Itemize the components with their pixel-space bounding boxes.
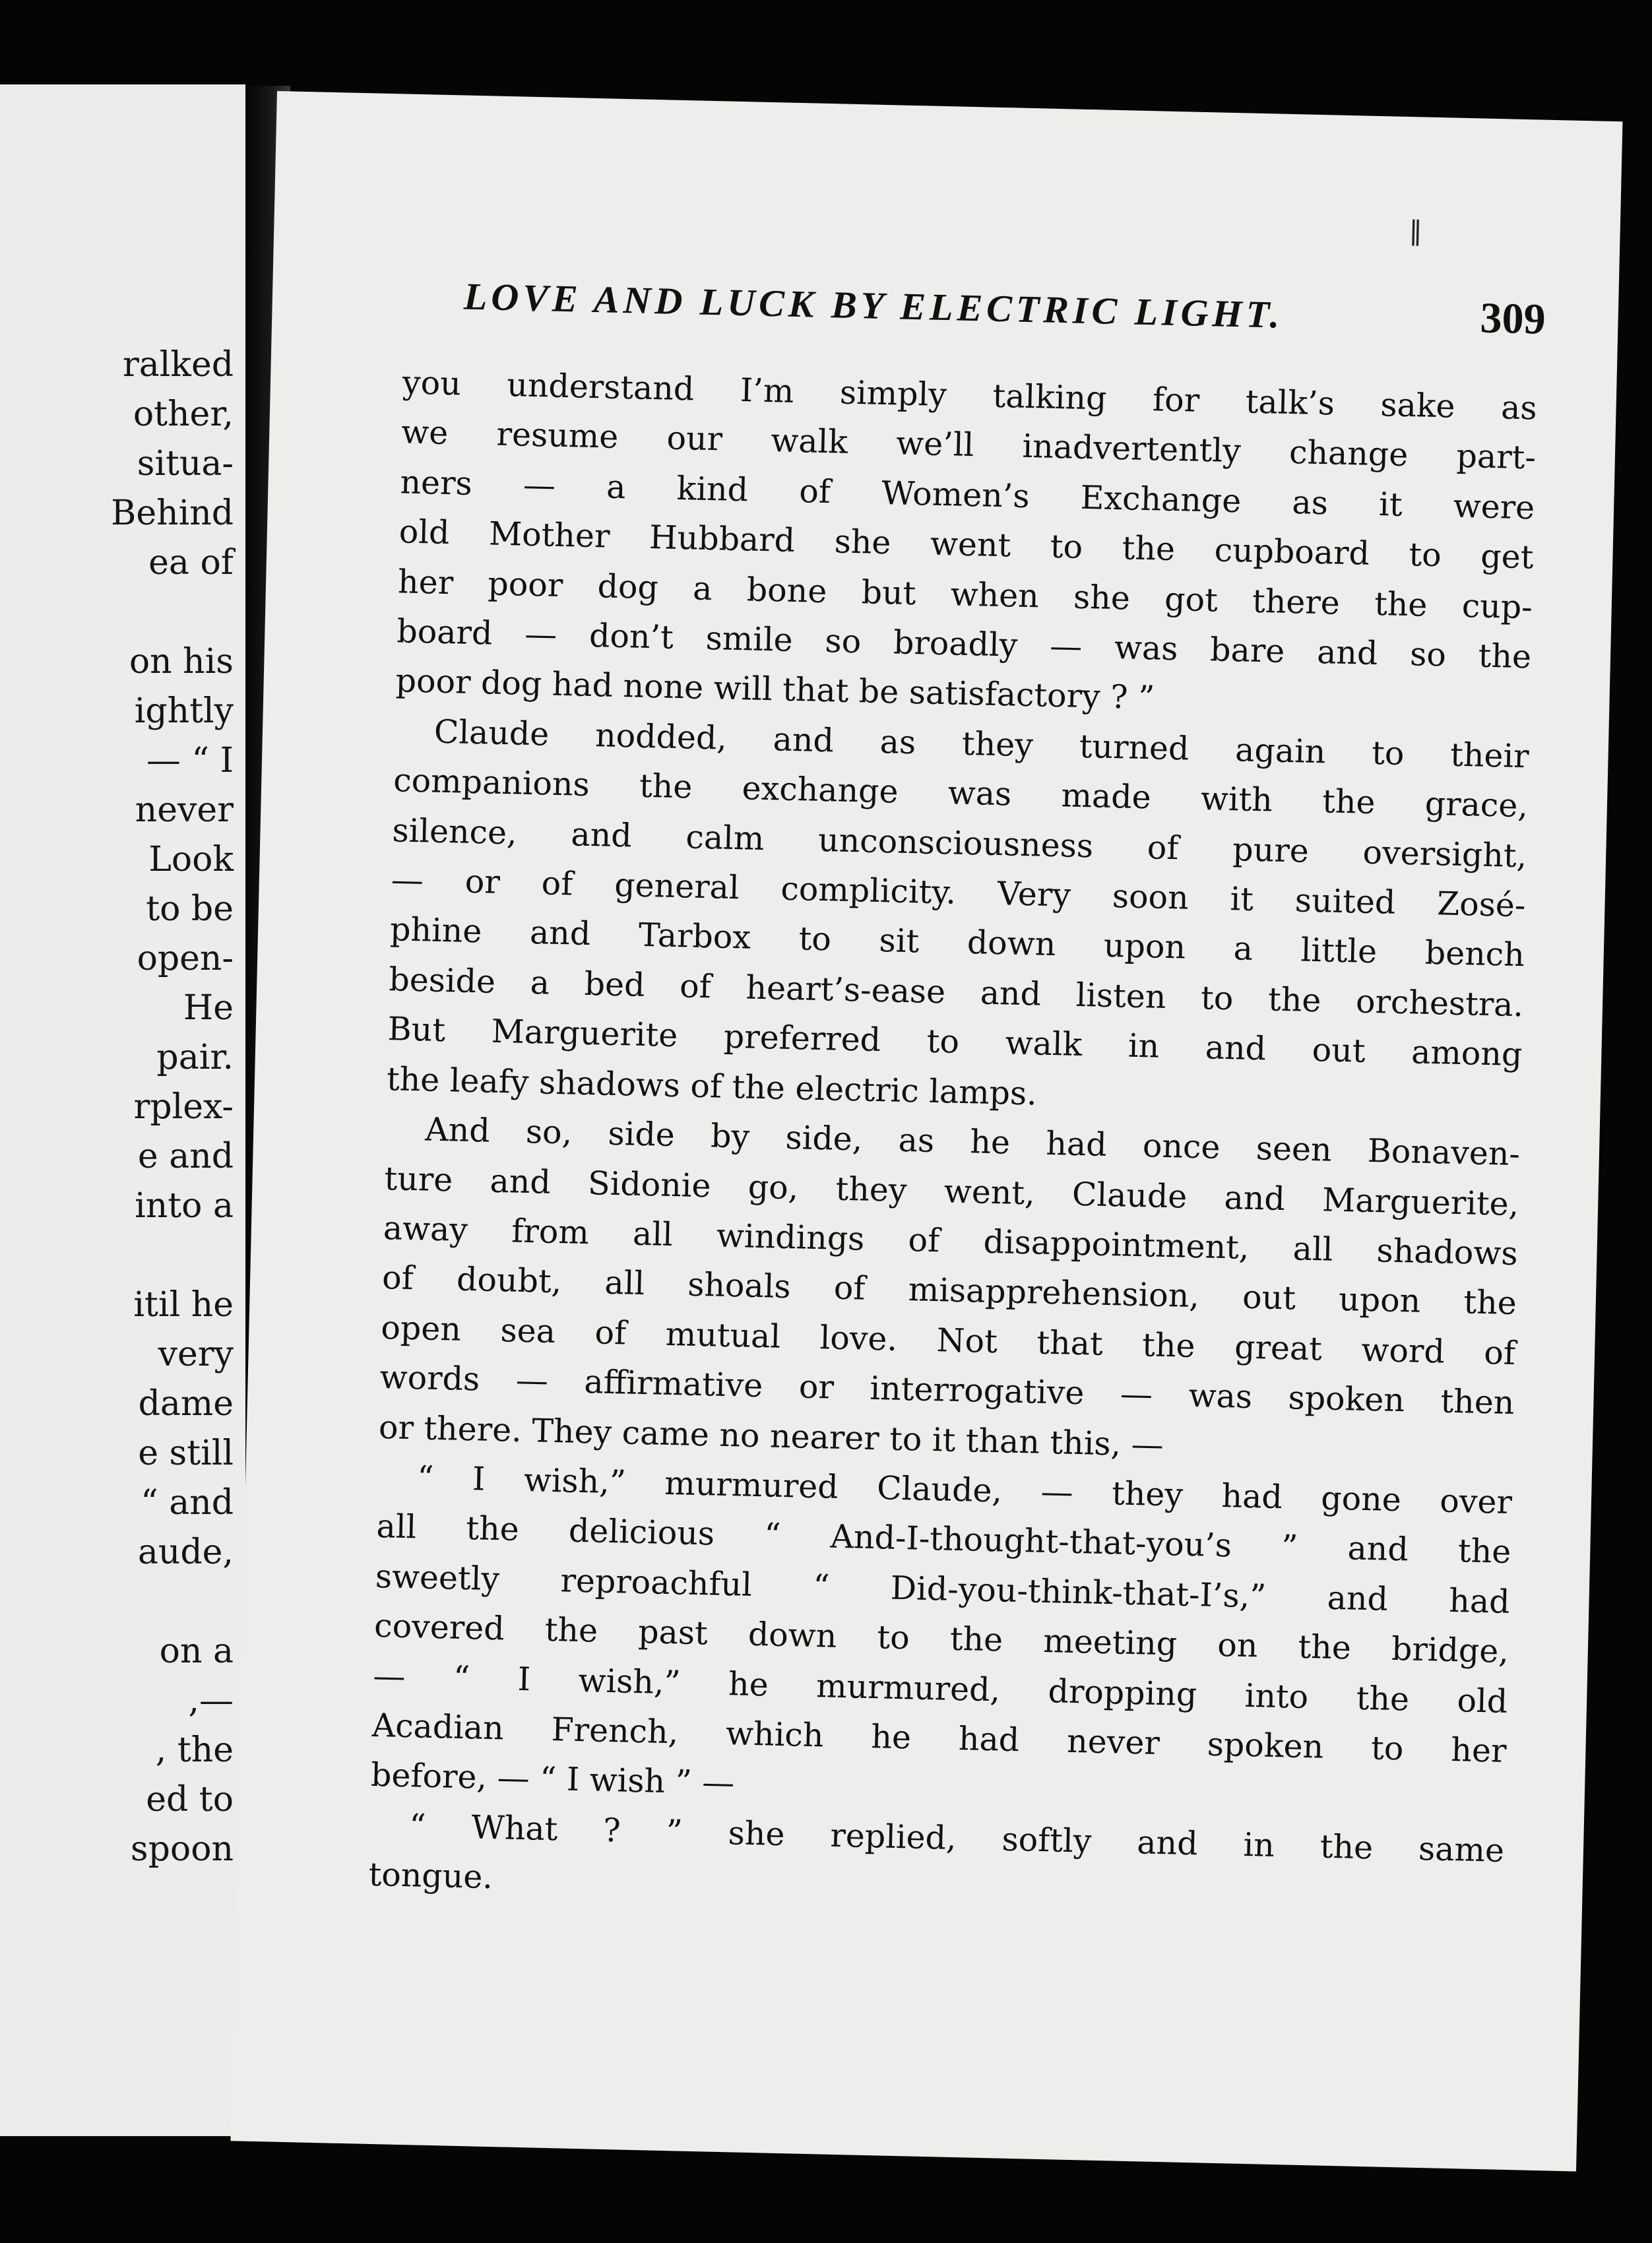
- left-line: itil he: [133, 1285, 234, 1325]
- text-line: of doubt, all shoals of misapprehension, out upon the: [381, 1259, 1517, 1323]
- left-line: other,: [133, 395, 234, 434]
- text-line: phine and Tarbox to sit down upon a little bench: [389, 910, 1525, 974]
- text-line: or there. They came no nearer to it than this, —: [378, 1408, 1164, 1464]
- left-line: ightly: [134, 691, 234, 731]
- left-line: Look: [148, 840, 234, 879]
- text-line: you understand I’m simply talking for talk’s sake as: [402, 363, 1538, 427]
- text-line: And so, side by side, as he had once seen Bonaven-: [424, 1110, 1521, 1174]
- text-line: open sea of mutual love. Not that the great word of: [380, 1308, 1516, 1372]
- text-line: sweetly reproachful “ Did-you-think-that-I’s,” and had: [375, 1557, 1511, 1621]
- text-line: poor dog had none will that be satisfactory ? ”: [395, 662, 1155, 717]
- text-line: companions the exchange was made with the grace,: [393, 761, 1529, 825]
- text-line: old Mother Hubbard she went to the cupboard to get: [398, 513, 1535, 577]
- body-text: [368, 358, 1538, 1925]
- text-line: all the delicious “ And-I-thought-that-you’s ” and the: [376, 1507, 1511, 1571]
- text-line: words — affirmative or interrogative — was spoken then: [379, 1358, 1515, 1422]
- text-line: “ I wish,” murmured Claude, — they had gone over: [416, 1459, 1513, 1521]
- left-line: on his: [129, 642, 234, 681]
- left-line: open-: [137, 939, 234, 978]
- left-line: ed to: [146, 1780, 234, 1819]
- left-page: [0, 84, 245, 2136]
- text-line: ture and Sidonie go, they went, Claude and Marguerite,: [384, 1159, 1519, 1223]
- left-line: e still: [138, 1434, 234, 1473]
- left-line: — “ I: [146, 741, 234, 780]
- text-line: silence, and calm unconsciousness of pure oversight,: [391, 811, 1527, 875]
- text-line: away from all windings of disappointment, all shadows: [383, 1209, 1519, 1273]
- right-page: [230, 91, 1622, 2171]
- left-line: situa-: [137, 444, 234, 484]
- left-line: very: [158, 1335, 234, 1374]
- left-line: ralked: [122, 345, 234, 385]
- left-line: ,—: [188, 1681, 234, 1721]
- text-line: the leafy shadows of the electric lamps.: [386, 1059, 1038, 1113]
- left-line: dame: [138, 1384, 234, 1424]
- text-line: beside a bed of heart’s-ease and listen to the orchestra.: [388, 961, 1524, 1025]
- left-line: on a: [159, 1631, 234, 1671]
- left-line: to be: [146, 889, 234, 929]
- text-line: Claude nodded, and as they turned again to their: [433, 712, 1530, 776]
- left-line: never: [135, 790, 234, 830]
- left-line: spoon: [130, 1829, 234, 1869]
- page-number: 309: [1479, 294, 1546, 344]
- text-line: But Marguerite preferred to walk in and out among: [387, 1010, 1523, 1074]
- text-line: covered the past down to the meeting on the bridge,: [373, 1607, 1509, 1671]
- left-line: Behind: [111, 493, 234, 533]
- left-line: He: [183, 988, 234, 1028]
- text-line: “ What ? ” she replied, softly and in the same: [408, 1807, 1505, 1870]
- running-head: LOVE AND LUCK BY ELECTRIC LIGHT.: [463, 274, 1285, 336]
- text-line: Acadian French, which he had never spoken to her: [371, 1706, 1508, 1770]
- left-line: e and: [137, 1137, 234, 1176]
- left-line: aude,: [137, 1532, 234, 1572]
- text-line: tongue.: [368, 1856, 493, 1897]
- text-line: her poor dog a bone but when she got there the cup-: [397, 562, 1533, 626]
- page-header: [463, 270, 1546, 345]
- left-line: pair.: [156, 1038, 234, 1077]
- text-line: — or of general complicity. Very soon it suited Zosé-: [391, 861, 1527, 925]
- text-line: before, — “ I wish ” —: [370, 1756, 735, 1802]
- left-line: rplex-: [133, 1087, 234, 1127]
- text-line: we resume our walk we’ll inadvertently change part-: [400, 413, 1537, 477]
- left-line: , the: [155, 1730, 234, 1770]
- text-line: — “ I wish,” he murmured, dropping into the old: [372, 1657, 1508, 1721]
- text-line: ners — a kind of Women’s Exchange as it were: [399, 463, 1535, 527]
- left-line: ea of: [148, 543, 234, 583]
- text-line: board — don’t smile so broadly — was bare and so the: [396, 612, 1532, 676]
- left-line: into a: [135, 1186, 234, 1226]
- margin-mark: ‖: [1409, 215, 1423, 247]
- left-line: “ and: [141, 1483, 234, 1523]
